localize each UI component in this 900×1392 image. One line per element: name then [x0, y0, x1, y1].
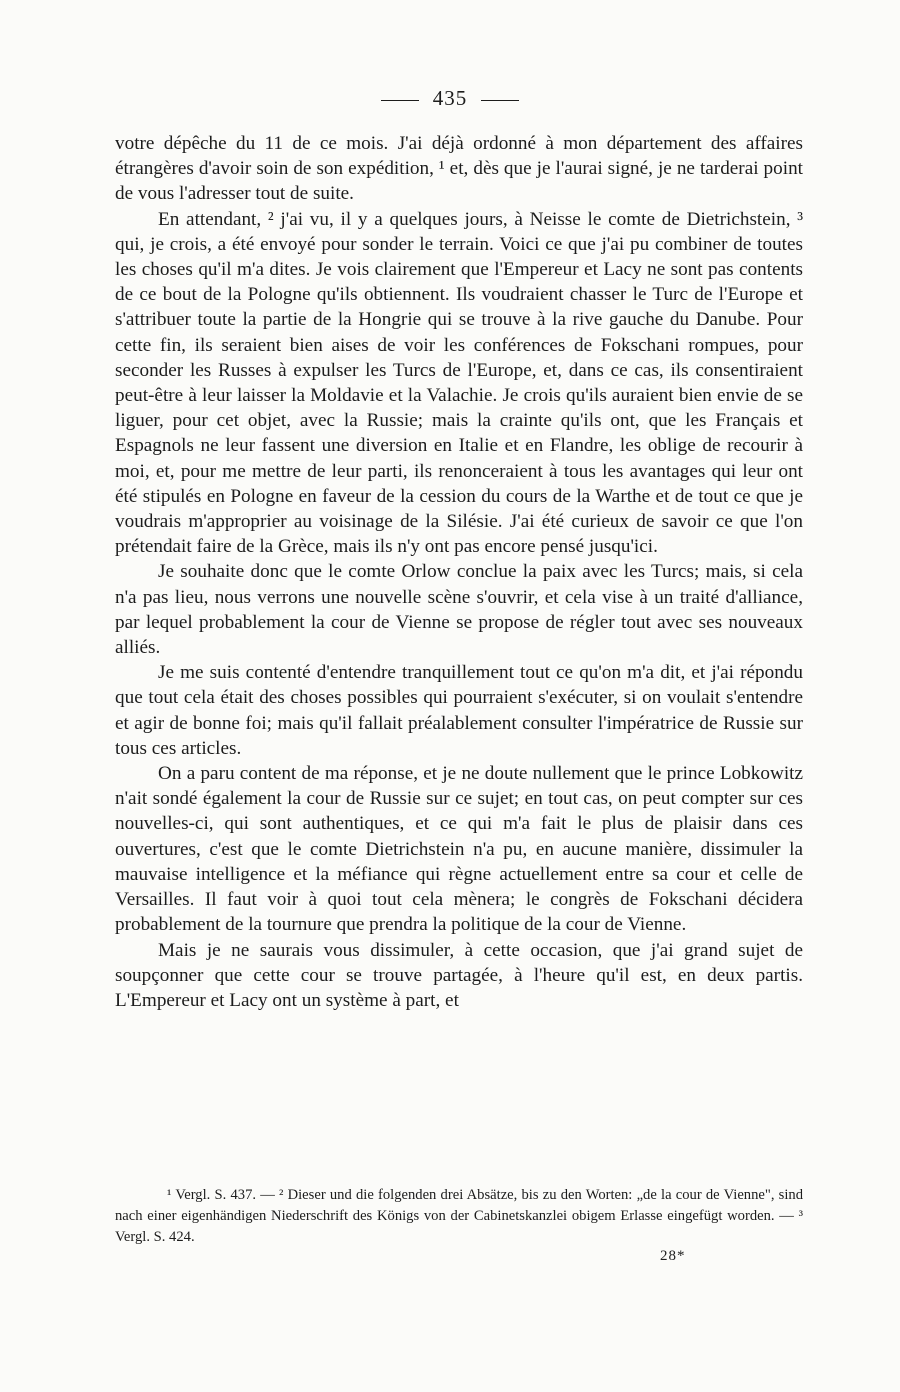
- header-rule-left: [381, 100, 419, 101]
- page-number: 435: [432, 86, 468, 110]
- paragraph-5: On a paru content de ma réponse, et je ne doute nullement que le prince Lobkowitz n'ait sondé également la cour de Russie sur ce sujet; en tout cas, on peut compter sur ces nouvelles-ci, qui sont authentiques, et ce qui m'a fait le plus de plaisir dans ces ouvertures, c'est que le comte Dietrichstein n'a pu, en aucune manière, dissimuler la mauvaise intelligence et la méfiance qui règne actuellement entre sa cour et celle de Versailles. Il faut voir à quoi tout cela mènera; le congrès de Fokschani décidera probablement de la tournure que prendra la politique de la cour de Vienne.: [115, 763, 803, 936]
- paragraph-3: Je souhaite donc que le comte Orlow conclue la paix avec les Turcs; mais, si cela n'a pas lieu, nous verrons une nouvelle scène s'ouvrir, et cela vise à un traité d'alliance, par lequel probablement la cour de Vienne se propose de régler tout avec ses nouveaux alliés.: [115, 561, 803, 659]
- main-text: [115, 131, 803, 1013]
- paragraph-1: votre dépêche du 11 de ce mois. J'ai déjà ordonné à mon département des affaires étrangères d'avoir soin de son expédition, ¹ et, dès que je l'aurai signé, je ne tarderai point de vous l'adresser tout de suite.: [115, 133, 803, 205]
- paragraph-6: Mais je ne saurais vous dissimuler, à cette occasion, que j'ai grand sujet de soupçonner que cette cour se trouve partagée, à l'heure qu'il est, en deux partis. L'Empereur et Lacy ont un système à part, et: [115, 939, 803, 1011]
- header-rule-right: [481, 100, 519, 101]
- page-header: [0, 86, 900, 111]
- footnote-text: ¹ Vergl. S. 437. — ² Dieser und die folgenden drei Absätze, bis zu den Worten: „de la cour de Vienne", sind nach einer eigenhändigen Niederschrift des Königs von der Cabinetskanzlei obigem Erlasse eingefügt worden. — ³ Vergl. S. 424.: [115, 1187, 803, 1245]
- paragraph-2: En attendant, ² j'ai vu, il y a quelques jours, à Neisse le comte de Dietrichstein, ³ qui, je crois, a été envoyé pour sonder le terrain. Voici ce que j'ai pu combiner de toutes les choses qu'il m'a dites. Je vois clairement que l'Empereur et Lacy ne sont pas contents de ce bout de la Pologne qu'ils obtiennent. Ils voudraient chasser le Turc de l'Europe et s'attribuer toute la partie de la Hongrie qui se trouve à la rive gauche du Danube. Pour cette fin, ils seraient bien aises de voir les conférences de Fokschani rompues, pour seconder les Russes à expulser les Turcs de l'Europe, et, dans ce cas, ils consentiraient peut-être à leur laisser la Moldavie et la Valachie. Je crois qu'ils auraient bien envie de se liguer, pour cet objet, avec la Russie; mais la crainte qu'ils ont, que les Français et Espagnols ne leur fassent une diversion en Italie et en Flandre, les oblige de recourir à moi, et, pour me mettre de leur parti, ils renonceraient à tous les avantages qui leur ont été stipulés en Pologne en faveur de la cession du cours de la Warthe et de tout ce que je voudrais m'approprier au voisinage de la Silésie. J'ai été curieux de savoir ce que l'on prétendait faire de la Grèce, mais ils n'y ont pas encore pensé jusqu'ici.: [115, 208, 803, 558]
- footnotes: [115, 1185, 803, 1248]
- paragraph-4: Je me suis contenté d'entendre tranquillement tout ce qu'on m'a dit, et j'ai répondu que tout cela était des choses possibles qui pourraient s'exécuter, si on voulait s'entendre et agir de bonne foi; mais qu'il fallait préalablement consulter l'impératrice de Russie sur tous ces articles.: [115, 662, 803, 759]
- signature-mark: 28*: [660, 1248, 686, 1264]
